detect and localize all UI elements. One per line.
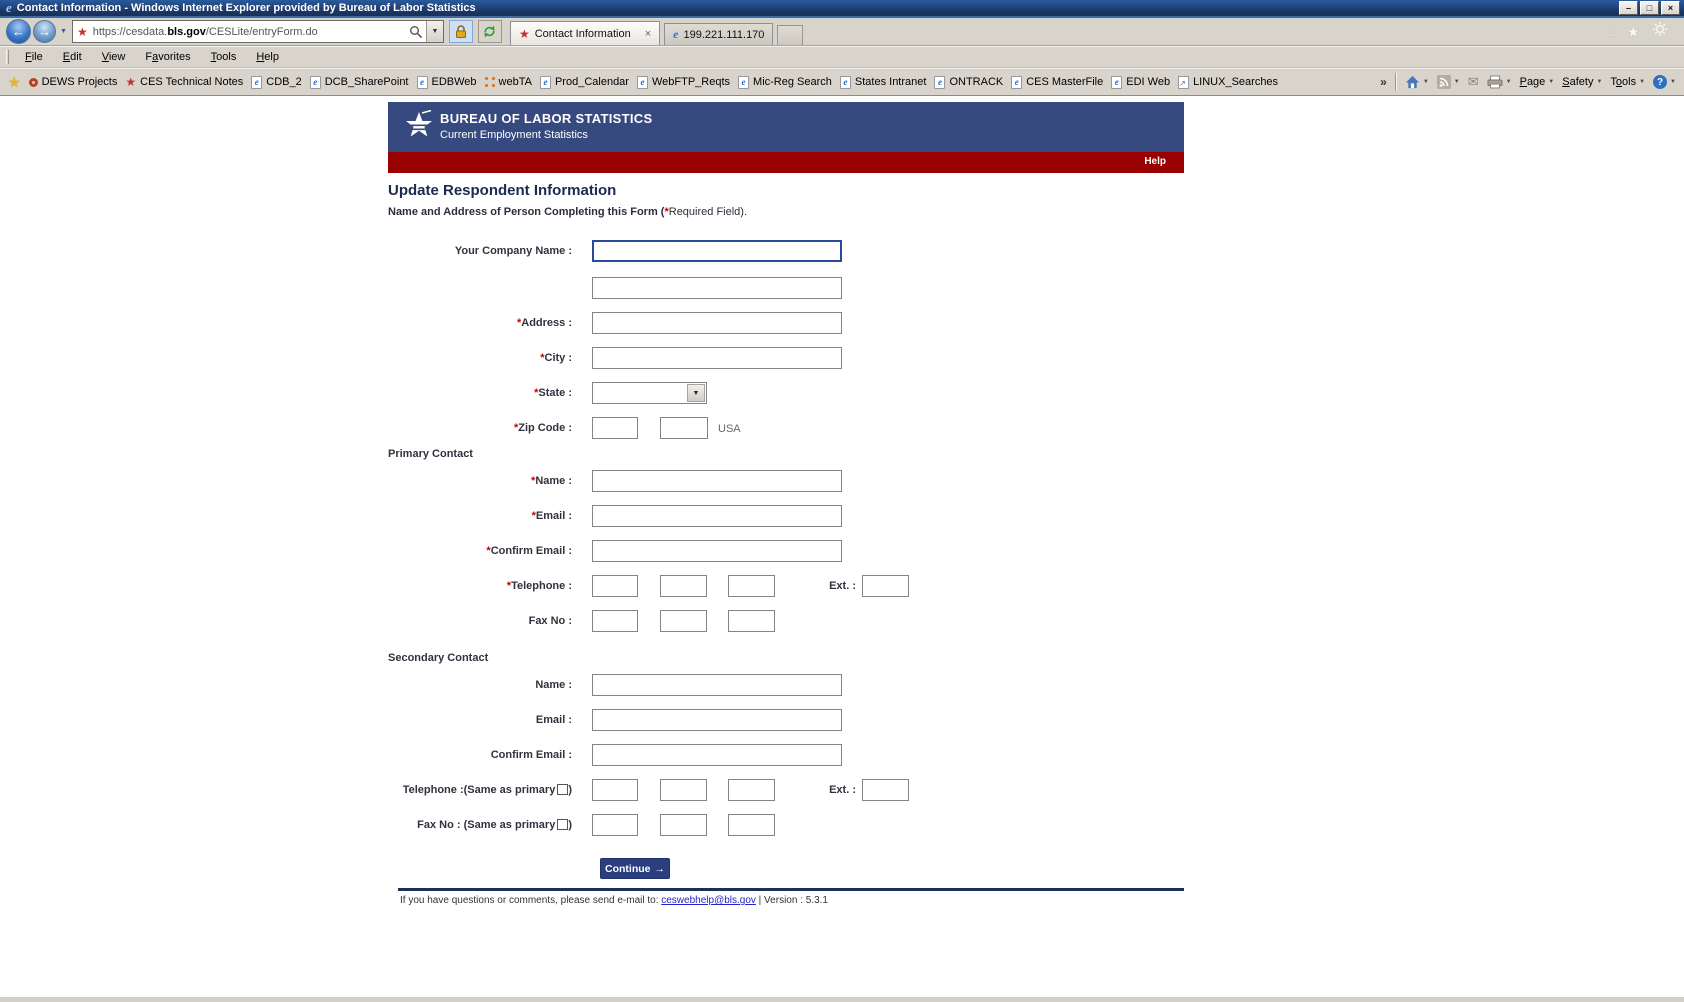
page-icon: e: [1011, 76, 1022, 89]
favorite-edi-web[interactable]: e EDI Web: [1107, 73, 1174, 92]
tab-close-icon[interactable]: ×: [644, 27, 652, 40]
refresh-button[interactable]: [478, 20, 502, 43]
feeds-button[interactable]: [1437, 75, 1460, 89]
primary-email-input[interactable]: [592, 505, 842, 527]
page-icon: e: [1111, 76, 1122, 89]
phone-ext-input[interactable]: [862, 779, 909, 801]
continue-button[interactable]: Continue →: [600, 858, 670, 879]
primary-telephone-label: *Telephone :: [506, 580, 572, 592]
company-name-input[interactable]: [592, 240, 842, 262]
required-asterisk: *: [516, 317, 522, 329]
primary-confirm-email-input[interactable]: [592, 540, 842, 562]
chevron-down-icon: ▼: [1548, 79, 1555, 85]
back-button[interactable]: ←: [6, 19, 31, 44]
tab-ip-address[interactable]: [664, 23, 773, 45]
secondary-name-input[interactable]: [592, 674, 842, 696]
same-as-primary-fax-checkbox[interactable]: [557, 819, 568, 830]
ext-label: Ext. :: [829, 580, 856, 592]
address-label: *Address :: [516, 317, 572, 329]
home-icon[interactable]: ⌂: [1605, 23, 1615, 40]
red-star-icon: ★: [125, 75, 137, 89]
required-asterisk: *: [506, 580, 512, 592]
chevron-down-icon[interactable]: ▼: [687, 384, 705, 402]
dews-icon: [29, 78, 38, 87]
page-menu-button[interactable]: Page ▼: [1519, 76, 1555, 88]
required-asterisk: *: [540, 352, 545, 364]
page-icon: e: [738, 76, 749, 89]
chevron-down-icon: ▼: [1422, 79, 1429, 85]
favorite-edbweb[interactable]: e EDBWeb: [413, 73, 481, 92]
overflow-chevron-icon[interactable]: »: [1380, 75, 1387, 89]
bls-logo: [404, 110, 434, 147]
toolbar-grip: [6, 50, 9, 64]
window-title: Contact Information - Windows Internet Explorer provided by Bureau of Labor Statistics: [16, 2, 476, 14]
required-asterisk: *: [531, 510, 536, 522]
primary-name-input[interactable]: [592, 470, 842, 492]
fax-prefix-input[interactable]: [660, 610, 707, 632]
site-favicon-icon: ★: [76, 24, 88, 39]
tab-favicon-icon: e: [673, 27, 679, 41]
secondary-contact-heading: Secondary Contact: [388, 652, 489, 664]
page-icon: e: [540, 76, 551, 89]
favorite-ces-masterfile[interactable]: e CES MasterFile: [1007, 73, 1107, 92]
favorite-states-intranet[interactable]: e States Intranet: [836, 73, 931, 92]
tab-label: 199.221.111.170: [683, 28, 765, 41]
required-asterisk: *: [513, 422, 519, 434]
webta-icon: [485, 77, 495, 87]
phone-line-input[interactable]: [728, 575, 775, 597]
favorite-linux-searches[interactable]: ↗ LINUX_Searches: [1179, 76, 1279, 88]
support-email-link[interactable]: ceswebhelp@bls.gov: [661, 895, 756, 906]
shortcut-icon: ↗: [1178, 76, 1189, 89]
status-bar: [0, 996, 1684, 1002]
company-name-row-2: [388, 277, 1184, 300]
required-asterisk: *: [534, 387, 539, 399]
city-row: [388, 347, 1184, 370]
phone-prefix-input[interactable]: [660, 575, 707, 597]
menu-help[interactable]: Help: [256, 51, 279, 63]
phone-area-input[interactable]: [592, 575, 638, 597]
arrow-right-icon: →: [654, 862, 665, 875]
favorite-webftp-reqts[interactable]: e WebFTP_Reqts: [633, 73, 734, 92]
fax-line-input[interactable]: [728, 814, 775, 836]
divider: [1395, 73, 1397, 91]
phone-line-input[interactable]: [728, 779, 775, 801]
page-icon: e: [310, 76, 321, 89]
primary-name-row: [388, 470, 1184, 493]
primary-confirm-email-label: *Confirm Email :: [486, 545, 572, 557]
fax-area-input[interactable]: [592, 814, 638, 836]
zip5-input[interactable]: [592, 417, 638, 439]
program-name: Current Employment Statistics: [440, 129, 588, 141]
menu-file[interactable]: File: [25, 51, 43, 63]
mail-icon: ✉: [1467, 74, 1479, 89]
form-instructions: Name and Address of Person Completing this Form (*Required Field).: [388, 206, 748, 218]
required-asterisk: *: [486, 545, 491, 557]
chevron-down-icon: ▼: [1505, 79, 1512, 85]
tab-label: Contact Information: [534, 27, 631, 40]
forward-button[interactable]: →: [33, 20, 56, 43]
ext-label: Ext. :: [829, 784, 856, 796]
required-asterisk: *: [531, 475, 536, 487]
ie-logo-icon: e: [6, 0, 12, 15]
company-name-row: [388, 240, 1184, 263]
new-tab-button[interactable]: [777, 25, 803, 45]
menu-edit[interactable]: Edit: [62, 51, 82, 63]
secondary-confirm-email-input[interactable]: [592, 744, 842, 766]
primary-telephone-row: [388, 575, 1184, 598]
state-select[interactable]: [592, 382, 707, 404]
page-title: Update Respondent Information: [388, 182, 617, 199]
favorite-ces-technical-notes[interactable]: ★ CES Technical Notes: [125, 75, 244, 89]
chevron-down-icon: ▼: [1670, 79, 1676, 85]
company-name-label: Your Company Name :: [454, 245, 572, 257]
zip-row: [388, 417, 1184, 440]
favorite-dews-projects[interactable]: DEWS Projects: [25, 73, 122, 91]
nav-right-icons: [1605, 21, 1678, 42]
fax-prefix-input[interactable]: [660, 814, 707, 836]
page-icon: e: [251, 76, 262, 89]
primary-fax-row: [388, 610, 1184, 633]
command-bar: [1380, 73, 1684, 91]
help-menu-button[interactable]: [1653, 75, 1676, 89]
favorites-bar: [0, 68, 1684, 96]
state-label: *State :: [534, 387, 572, 399]
read-mail-button[interactable]: [1468, 74, 1479, 90]
secondary-fax-label: Fax No : (Same as primary ): [417, 819, 572, 831]
company-name-input-2[interactable]: [592, 277, 842, 299]
help-link[interactable]: Help: [1144, 156, 1166, 167]
page-icon: e: [417, 76, 428, 89]
chevron-down-icon: ▼: [1453, 79, 1460, 85]
secondary-telephone-row: [388, 779, 1184, 802]
secondary-confirm-email-row: [388, 744, 1184, 767]
tools-menu-button[interactable]: Tools ▼: [1610, 76, 1646, 88]
address-row: [388, 312, 1184, 335]
history-dropdown-icon[interactable]: ▼: [60, 28, 67, 35]
favorite-mic-reg-search[interactable]: e Mic-Reg Search: [734, 73, 836, 92]
page-icon: e: [934, 76, 945, 89]
zip-label: *Zip Code :: [513, 422, 572, 434]
print-button[interactable]: [1487, 75, 1512, 89]
phone-ext-input[interactable]: [862, 575, 909, 597]
fax-line-input[interactable]: [728, 610, 775, 632]
chevron-down-icon: ▼: [1639, 79, 1646, 85]
close-button[interactable]: ×: [1661, 1, 1680, 15]
page-footer: If you have questions or comments, please send e-mail to: ceswebhelp@bls.gov | Version : 5.3.1: [400, 895, 828, 906]
page-content: [0, 96, 1684, 996]
menu-view[interactable]: View: [101, 51, 126, 63]
secondary-telephone-label: Telephone :(Same as primary ): [402, 784, 572, 796]
favorite-prod-calendar[interactable]: e Prod_Calendar: [536, 73, 633, 92]
menu-tools[interactable]: Tools: [210, 51, 237, 63]
city-input[interactable]: [592, 347, 842, 369]
page-icon: e: [840, 76, 851, 89]
url-text[interactable]: https://cesdata.bls.gov/CESLite/entryForm.do: [92, 25, 318, 38]
favorite-ontrack[interactable]: e ONTRACK: [930, 73, 1007, 92]
add-favorite-button[interactable]: [4, 71, 25, 94]
primary-name-label: *Name :: [531, 475, 572, 487]
secondary-name-row: [388, 674, 1184, 697]
footer-divider: [398, 888, 1184, 891]
search-icon[interactable]: [406, 21, 426, 42]
fax-area-input[interactable]: [592, 610, 638, 632]
country-label: USA: [718, 423, 741, 435]
gear-icon[interactable]: [1652, 21, 1668, 42]
address-dropdown-icon[interactable]: ▼: [426, 21, 443, 42]
home-button[interactable]: [1405, 75, 1429, 89]
restore-button[interactable]: □: [1640, 1, 1659, 15]
favorites-star-icon[interactable]: ★: [1626, 23, 1640, 41]
favorite-cdb-2[interactable]: e CDB_2: [247, 73, 305, 92]
primary-fax-label: Fax No :: [528, 615, 572, 627]
address-input[interactable]: [592, 312, 842, 334]
secondary-confirm-email-label: Confirm Email :: [490, 749, 572, 761]
favorite-dcb-sharepoint[interactable]: e DCB_SharePoint: [306, 73, 413, 92]
primary-contact-heading: Primary Contact: [388, 448, 473, 460]
safety-menu-button[interactable]: Safety ▼: [1562, 76, 1603, 88]
city-label: *City :: [540, 352, 572, 364]
help-icon: ?: [1653, 75, 1667, 89]
phone-area-input[interactable]: [592, 779, 638, 801]
tab-favicon-icon: ★: [518, 26, 530, 41]
title-bar: [0, 0, 1684, 18]
security-lock-icon[interactable]: [449, 20, 473, 43]
secondary-email-input[interactable]: [592, 709, 842, 731]
secondary-email-row: [388, 709, 1184, 732]
same-as-primary-phone-checkbox[interactable]: [557, 784, 568, 795]
secondary-email-label: Email :: [535, 714, 572, 726]
page-icon: e: [637, 76, 648, 89]
tab-contact-information[interactable]: [510, 21, 660, 45]
red-bar: [388, 152, 1184, 173]
zip4-input[interactable]: [660, 417, 708, 439]
address-bar[interactable]: [72, 20, 444, 43]
phone-prefix-input[interactable]: [660, 779, 707, 801]
required-asterisk: *: [664, 206, 669, 218]
primary-email-label: *Email :: [531, 510, 572, 522]
menu-bar: [0, 46, 1684, 68]
primary-email-row: [388, 505, 1184, 528]
chevron-down-icon: ▼: [1596, 79, 1603, 85]
navigation-bar: [0, 18, 1684, 46]
bls-header: [388, 102, 1184, 152]
minimize-button[interactable]: –: [1619, 1, 1638, 15]
secondary-fax-row: [388, 814, 1184, 837]
secondary-name-label: Name :: [535, 679, 572, 691]
agency-name: BUREAU OF LABOR STATISTICS: [440, 111, 653, 126]
state-row: [388, 382, 1184, 405]
gold-star-icon: ★: [8, 73, 21, 90]
primary-confirm-email-row: [388, 540, 1184, 563]
window-controls: [1619, 1, 1680, 15]
favorite-webta[interactable]: webTA: [481, 73, 536, 91]
menu-favorites[interactable]: Favorites: [145, 51, 191, 63]
